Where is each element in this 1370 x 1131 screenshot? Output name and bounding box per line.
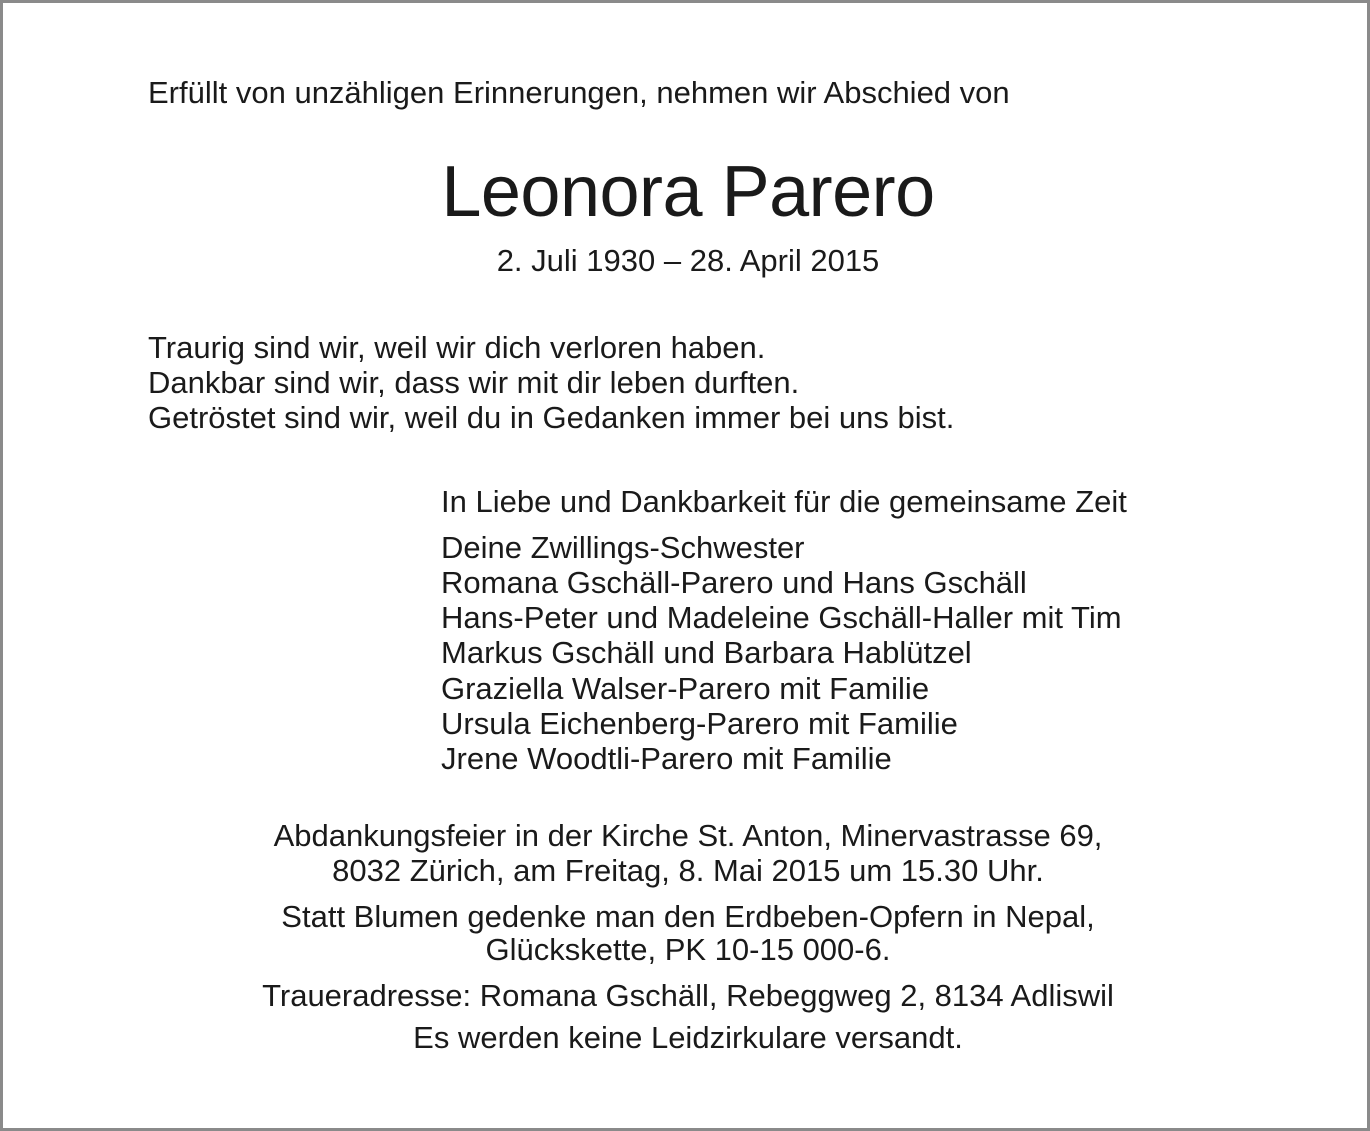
- family-member: Jrene Woodtli-Parero mit Familie: [441, 741, 892, 776]
- closing-notice: Es werden keine Leidzirkulare versandt.: [413, 1020, 963, 1055]
- verse-line: Dankbar sind wir, dass wir mit dir leben durften.: [148, 365, 800, 400]
- donation-line: Glückskette, PK 10-15 000-6.: [485, 932, 891, 967]
- family-member: Hans-Peter und Madeleine Gschäll-Haller mit Tim: [441, 600, 1122, 635]
- mourning-address: Traueradresse: Romana Gschäll, Rebeggweg 2, 8134 Adliswil: [262, 978, 1114, 1013]
- family-member: Markus Gschäll und Barbara Hablützel: [441, 635, 972, 670]
- family-member: Graziella Walser-Parero mit Familie: [441, 671, 930, 706]
- family-dedication: In Liebe und Dankbarkeit für die gemeinsame Zeit: [441, 484, 1127, 519]
- service-line: 8032 Zürich, am Freitag, 8. Mai 2015 um 15.30 Uhr.: [332, 853, 1044, 888]
- family-member: Ursula Eichenberg-Parero mit Familie: [441, 706, 958, 741]
- service-line: Abdankungsfeier in der Kirche St. Anton, Minervastrasse 69,: [273, 818, 1103, 853]
- family-member: Romana Gschäll-Parero und Hans Gschäll: [441, 565, 1027, 600]
- verse-line: Traurig sind wir, weil wir dich verloren haben.: [148, 330, 766, 365]
- family-member: Deine Zwillings-Schwester: [441, 530, 805, 565]
- life-dates: 2. Juli 1930 – 28. April 2015: [496, 243, 880, 278]
- deceased-name: Leonora Parero: [441, 152, 935, 232]
- donation-line: Statt Blumen gedenke man den Erdbeben-Opfern in Nepal,: [281, 899, 1095, 934]
- verse-line: Getröstet sind wir, weil du in Gedanken immer bei uns bist.: [148, 400, 955, 435]
- intro-text: Erfüllt von unzähligen Erinnerungen, nehmen wir Abschied von: [148, 75, 1010, 110]
